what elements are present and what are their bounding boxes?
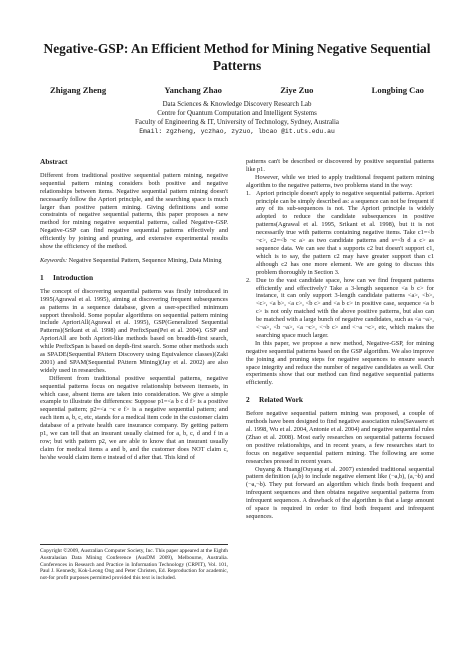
- problem-list: [246, 190, 434, 340]
- author-name: Yanchang Zhao: [164, 85, 222, 95]
- intro-paragraph: The concept of discovering sequential patterns was firstly introduced in 1995(Agrawal et al. 1995), aiming at discovering frequent subsequences as patterns in a sequence database, given a user-specified minimum support threshold. Some popular algorithms on sequential pattern mining include AprioriAll(Agrawal et al. 1995), GSP(Generalized Sequential Patterns)(Srikant et al. 1998) and PrefixSpan(Pei et al. 2004). GSP and AprioriAll are both Apriori-like methods based on breadth-first search, while PrefixSpan is based on depth-first search. Some other methods such as SPADE(Sequential PAttern Discovery using Equivalence classes)(Zaki 2001) and SPAM(Sequential PAttern Mining)(Jay et al. 2002) are also widely used in researches.: [40, 287, 228, 374]
- affiliation-line: Centre for Quantum Computation and Intelligent Systems: [157, 109, 317, 117]
- author-name: Zhigang Zheng: [50, 85, 107, 95]
- list-number: 2.: [246, 276, 251, 284]
- keywords-text: Negative Sequential Pattern, Sequence Mining, Data Mining: [68, 256, 222, 264]
- section-title: Related Work: [259, 395, 304, 405]
- section-heading-introduction: [40, 274, 228, 282]
- body-paragraph: However, while we tried to apply traditional frequent pattern mining algorithm to the negative patterns, two problems stand in the way:: [246, 173, 434, 189]
- section-number: 2: [246, 395, 250, 405]
- author-name: Longbing Cao: [371, 85, 424, 95]
- copyright-footnote: Copyright ©2009, Australian Computer Society, Inc. This paper appeared at the Eighth Australasian Data Mining Conference (AusDM 2009), Melbourne, Australia. Conferences in Research and Practice in Information Technology (CRPIT), Vol. 101, Paul J. Kennedy, Kok-Leong Ong and Peter Christen, Ed. Reproduction for academic, not-for profit purposes permitted provided this text is included.: [40, 544, 228, 582]
- list-item: [246, 277, 434, 340]
- right-column: [246, 158, 434, 521]
- affiliation-line: Data Sciences & Knowledge Discovery Research Lab: [162, 101, 312, 108]
- affiliation-line: Faculty of Engineering & IT, University of Technology, Sydney, Australia: [135, 118, 339, 126]
- list-text: Apriori principle doesn't apply to negative sequential patterns. Apriori principle can be simply described as: a sequence can not be frequent if any of its sub-sequences is not. The Apriori principle is widely adopted to reduce the candidate subsequences in positive patterns(Agrawal et al. 1995, Srikant et al. 1998), but it is not necessarily true with patterns containing negative items. Take c1=<b ¬c>, c2=<b ¬c a> as two candidate patterns and s=<b d a c> as sequence data. We can see that s supports c2 but doesn't support c1, which is to say, the pattern c2 may have greater support than c1 although c2 has one more element. We are going to discuss this problem thoroughly in Section 3.: [256, 189, 434, 276]
- author-emails: Email: zgzheng, yczhao, zyzuo, lbcao @it.uts.edu.au: [139, 127, 335, 135]
- list-item: [246, 190, 434, 277]
- author-list: [50, 85, 424, 95]
- paper-title: Negative-GSP: An Efficient Method for Mining Negative Sequential Patterns: [43, 41, 431, 73]
- left-column: [40, 158, 228, 462]
- related-paragraph: Ouyang & Huang(Ouyang et al. 2007) extended traditional sequential pattern definition (a,b) to include negative element like (¬a,b), (a,¬b) and (¬a,¬b). They put forward an algorithm which finds both frequent and infrequent sequences and then obtains negative sequential patterns from infrequent sequences. A drawback of the algorithm is that a large amount of space is required in order to find both frequent and infrequent sequences.: [246, 465, 434, 520]
- section-title: Introduction: [53, 272, 94, 282]
- affiliation-block: [40, 101, 434, 137]
- keywords-label: Keywords:: [40, 256, 68, 264]
- abstract-text: Different from traditional positive sequential pattern mining, negative sequential pattern mining considers both positive and negative relationships between items. Negative sequential pattern mining doesn't necessarily follow the Apriori principle, and the searching space is much larger than positive pattern mining. Giving definitions and some constraints of negative sequential patterns, this paper proposes a new method for mining negative sequential patterns, called Negative-GSP. Negative-GSP can find negative sequential patterns effectively and efficiently by joining and pruning, and extensive experimental results show the efficiency of the method.: [40, 171, 228, 251]
- author-name: Ziye Zuo: [280, 85, 314, 95]
- body-paragraph: In this paper, we propose a new method, Negative-GSP, for mining negative sequential patterns based on the GSP algorithm. We also improve the joining and pruning steps for negative sequences to ensure search space integrity and reduce the number of negative candidates as well. Our experiments show that our method can find negative sequential patterns efficiently.: [246, 339, 434, 387]
- keywords-line: [40, 257, 228, 265]
- intro-paragraph: Different from traditional positive sequential patterns, negative sequential patterns focus on negative relationship between itemsets, in which case, absent items are taken into consideration. We give a simple example to illustrate the differences: Suppose p1=<a b c d f> is a positive sequential pattern; p2=<a ¬c e f> is a negative sequential pattern; and each item a, b, c, etc, stands for a medical item code in the customer claim database of a private health care insurance company. By getting pattern p1, we can tell that an insurant usually claimed for a, b, c, d and f in a row; but with pattern p2, we are able to know that an insurant usually claim for medical items a and b, and the customer does NOT claim c, he/she would claim item e instead of d after that. This kind of: [40, 374, 228, 461]
- body-paragraph: patterns can't be described or discovered by positive sequential patterns like p1.: [246, 158, 434, 173]
- abstract-heading: Abstract: [40, 157, 68, 166]
- section-heading-related-work: [246, 396, 434, 404]
- list-number: 1.: [246, 189, 251, 197]
- section-number: 1: [40, 272, 44, 282]
- related-paragraph: Before negative sequential pattern mining was proposed, a couple of methods have been designed to find negative association rules(Savasere et al. 1998, Wu et al. 2004, Antonie et al. 2004) and negative sequential rules (Zhao et al. 2008). Most early researches on sequential patterns focused on positive relationships, and in recent years, a few researches start to focus on negative sequential pattern mining. The following are some researches pressed in recent years.: [246, 410, 434, 465]
- list-text: Due to the vast candidate space, how can we find frequent patterns efficiently and effectively? Take a 3-length sequence <a b c> for instance, it can only support 3-length candidate patterns <a>, <b>, <c>, <a b>, <a c>, <b c> and <a b c> in positive case, sequence <a b c> is not only matched with the above positive patterns, but also can be matched with a large bunch of negative candidates, such as <a ¬a>, <¬a>, <b ¬a>, <a ¬c>, <¬b c> and <¬a ¬c>, etc, which makes the searching space much larger.: [256, 276, 434, 339]
